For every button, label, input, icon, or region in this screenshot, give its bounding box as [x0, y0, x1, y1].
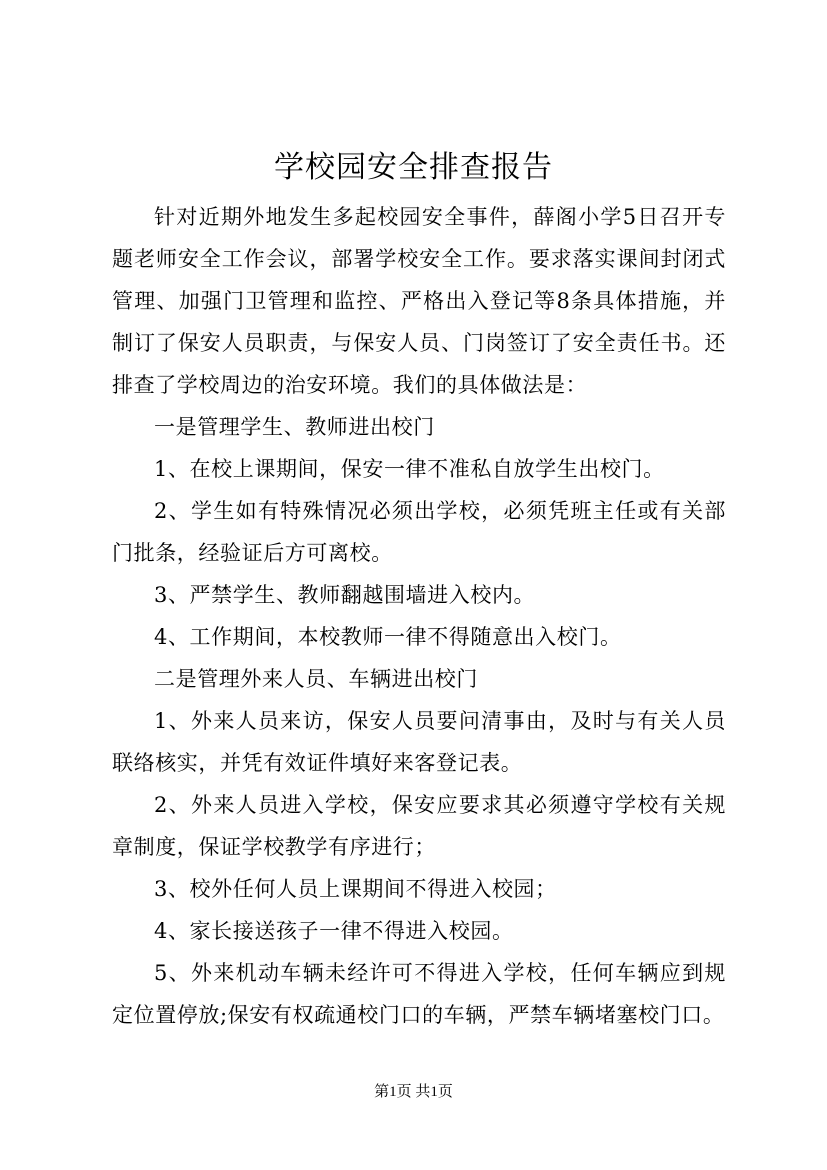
list-item: 5、外来机动车辆未经许可不得进入学校，任何车辆应到规定位置停放;保安有权疏通校门口的车辆，严禁车辆堵塞校门口。: [112, 961, 726, 1027]
paragraph-intro: 针对近期外地发生多起校园安全事件，薛阁小学5日召开专题老师安全工作会议，部署学校安全工作。要求落实课间封闭式管理、加强门卫管理和监控、严格出入登记等8条具体措施，并制订了保安人员职责，与保安人员、门岗签订了安全责任书。还排查了学校周边的治安环境。我们的具体做法是：: [112, 205, 726, 397]
list-item: 1、外来人员来访，保安人员要问清事由，及时与有关人员联络核实，并凭有效证件填好来客登记表。: [112, 709, 726, 775]
document-title: 学校园安全排查报告: [274, 150, 553, 185]
page-footer: 第1页 共1页: [374, 1084, 453, 1100]
list-item: 2、外来人员进入学校，保安应要求其必须遵守学校有关规章制度，保证学校教学有序进行；: [112, 793, 726, 859]
section-heading-2: 二是管理外来人员、车辆进出校门: [154, 667, 478, 691]
list-item: 3、校外任何人员上课期间不得进入校园；: [154, 877, 557, 901]
section-heading-1: 一是管理学生、教师进出校门: [154, 415, 435, 439]
list-item: 3、严禁学生、教师翻越围墙进入校内。: [154, 583, 536, 607]
list-item: 2、学生如有特殊情况必须出学校，必须凭班主任或有关部门批条，经验证后方可离校。: [112, 499, 726, 565]
list-item: 4、工作期间，本校教师一律不得随意出入校门。: [154, 625, 622, 649]
list-item: 1、在校上课期间，保安一律不准私自放学生出校门。: [154, 457, 665, 481]
list-item: 4、家长接送孩子一律不得进入校园。: [154, 919, 514, 943]
document-body: [112, 196, 726, 1036]
